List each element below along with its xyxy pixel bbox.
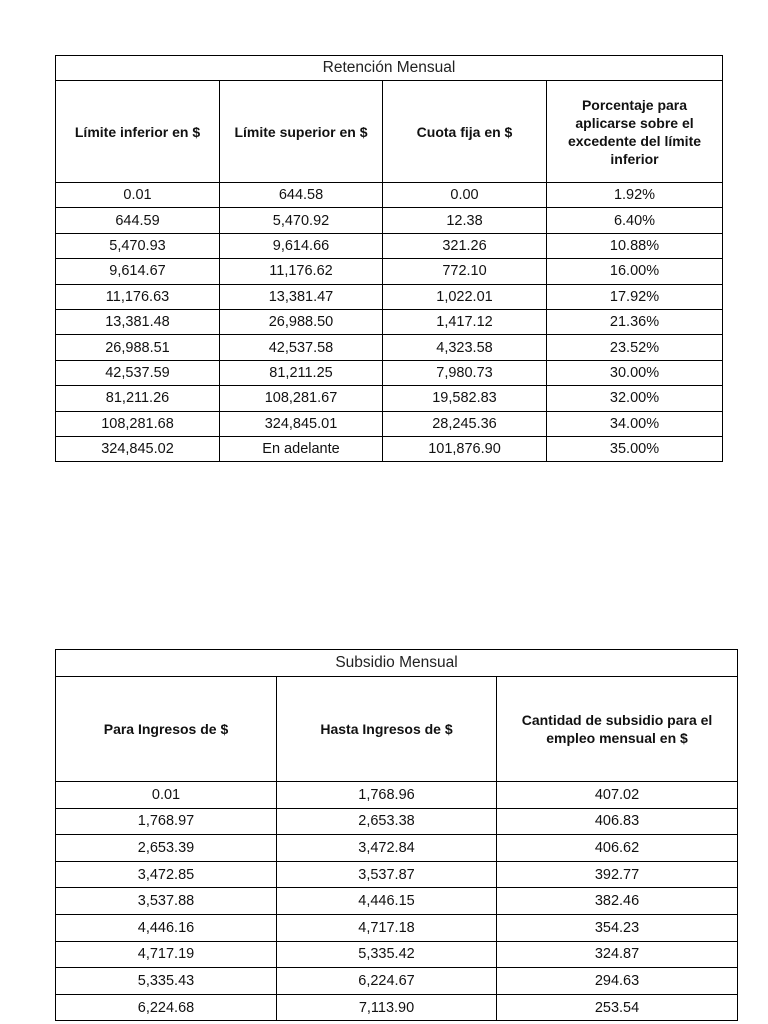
table-cell: 28,245.36 bbox=[383, 411, 547, 436]
table-cell: 42,537.58 bbox=[220, 335, 383, 360]
table-cell: 1,768.96 bbox=[277, 782, 497, 809]
table-cell: 3,472.85 bbox=[56, 861, 277, 888]
table-row bbox=[56, 335, 723, 360]
table-cell: 0.01 bbox=[56, 782, 277, 809]
table-cell: 12.38 bbox=[383, 208, 547, 233]
table-cell: 406.62 bbox=[497, 835, 738, 862]
table-cell: 772.10 bbox=[383, 259, 547, 284]
table-cell: 644.59 bbox=[56, 208, 220, 233]
table-cell: 9,614.66 bbox=[220, 233, 383, 258]
table-header-row bbox=[56, 677, 738, 782]
table-cell: 6.40% bbox=[547, 208, 723, 233]
table-cell: 11,176.63 bbox=[56, 284, 220, 309]
table-cell: 4,717.19 bbox=[56, 941, 277, 968]
table-cell: 30.00% bbox=[547, 360, 723, 385]
subsidio-table-body bbox=[56, 650, 738, 1021]
table-cell: 42,537.59 bbox=[56, 360, 220, 385]
table-cell: 26,988.50 bbox=[220, 309, 383, 334]
table-row bbox=[56, 436, 723, 461]
table-cell: 7,980.73 bbox=[383, 360, 547, 385]
table-row bbox=[56, 941, 738, 968]
table-title-row bbox=[56, 650, 738, 677]
column-header-cuota-fija: Cuota fija en $ bbox=[383, 81, 547, 183]
table-cell: 324,845.01 bbox=[220, 411, 383, 436]
table-cell: 324,845.02 bbox=[56, 436, 220, 461]
retencion-table-title: Retención Mensual bbox=[56, 56, 723, 81]
table-cell: 1,768.97 bbox=[56, 808, 277, 835]
table-row bbox=[56, 782, 738, 809]
table-cell: 253.54 bbox=[497, 994, 738, 1021]
table-cell: 10.88% bbox=[547, 233, 723, 258]
table-cell: 5,470.92 bbox=[220, 208, 383, 233]
table-row bbox=[56, 183, 723, 208]
table-row bbox=[56, 994, 738, 1021]
table-cell: 4,717.18 bbox=[277, 914, 497, 941]
table-row bbox=[56, 233, 723, 258]
table-cell: En adelante bbox=[220, 436, 383, 461]
table-cell: 32.00% bbox=[547, 386, 723, 411]
table-cell: 3,472.84 bbox=[277, 835, 497, 862]
table-cell: 4,446.16 bbox=[56, 914, 277, 941]
table-cell: 406.83 bbox=[497, 808, 738, 835]
column-header-limite-superior: Límite superior en $ bbox=[220, 81, 383, 183]
column-header-cantidad-subsidio: Cantidad de subsidio para el empleo mensual en $ bbox=[497, 677, 738, 782]
table-cell: 21.36% bbox=[547, 309, 723, 334]
table-cell: 4,323.58 bbox=[383, 335, 547, 360]
table-row bbox=[56, 411, 723, 436]
table-cell: 19,582.83 bbox=[383, 386, 547, 411]
column-header-limite-inferior: Límite inferior en $ bbox=[56, 81, 220, 183]
table-cell: 35.00% bbox=[547, 436, 723, 461]
table-row bbox=[56, 309, 723, 334]
table-cell: 6,224.67 bbox=[277, 968, 497, 995]
table-cell: 321.26 bbox=[383, 233, 547, 258]
subsidio-table-title: Subsidio Mensual bbox=[56, 650, 738, 677]
table-cell: 0.00 bbox=[383, 183, 547, 208]
table-cell: 1.92% bbox=[547, 183, 723, 208]
table-cell: 5,335.42 bbox=[277, 941, 497, 968]
table-cell: 3,537.87 bbox=[277, 861, 497, 888]
table-cell: 81,211.25 bbox=[220, 360, 383, 385]
table-cell: 354.23 bbox=[497, 914, 738, 941]
table-cell: 7,113.90 bbox=[277, 994, 497, 1021]
table-cell: 1,417.12 bbox=[383, 309, 547, 334]
retencion-table-body bbox=[56, 56, 723, 462]
table-cell: 644.58 bbox=[220, 183, 383, 208]
table-cell: 407.02 bbox=[497, 782, 738, 809]
table-cell: 26,988.51 bbox=[56, 335, 220, 360]
table-row bbox=[56, 914, 738, 941]
table-cell: 13,381.47 bbox=[220, 284, 383, 309]
column-header-porcentaje: Porcentaje para aplicarse sobre el excedente del límite inferior bbox=[547, 81, 723, 183]
table-cell: 0.01 bbox=[56, 183, 220, 208]
table-cell: 6,224.68 bbox=[56, 994, 277, 1021]
column-header-hasta-ingresos: Hasta Ingresos de $ bbox=[277, 677, 497, 782]
table-cell: 3,537.88 bbox=[56, 888, 277, 915]
retencion-mensual-table bbox=[55, 55, 723, 462]
table-row bbox=[56, 208, 723, 233]
table-row bbox=[56, 808, 738, 835]
table-cell: 4,446.15 bbox=[277, 888, 497, 915]
column-header-para-ingresos: Para Ingresos de $ bbox=[56, 677, 277, 782]
table-row bbox=[56, 968, 738, 995]
table-cell: 11,176.62 bbox=[220, 259, 383, 284]
table-cell: 2,653.39 bbox=[56, 835, 277, 862]
table-row bbox=[56, 888, 738, 915]
table-cell: 5,470.93 bbox=[56, 233, 220, 258]
table-cell: 392.77 bbox=[497, 861, 738, 888]
table-cell: 13,381.48 bbox=[56, 309, 220, 334]
table-cell: 81,211.26 bbox=[56, 386, 220, 411]
table-row bbox=[56, 861, 738, 888]
table-cell: 2,653.38 bbox=[277, 808, 497, 835]
table-cell: 294.63 bbox=[497, 968, 738, 995]
table-cell: 5,335.43 bbox=[56, 968, 277, 995]
table-title-row bbox=[56, 56, 723, 81]
table-row bbox=[56, 259, 723, 284]
table-cell: 34.00% bbox=[547, 411, 723, 436]
table-cell: 324.87 bbox=[497, 941, 738, 968]
table-cell: 108,281.68 bbox=[56, 411, 220, 436]
table-row bbox=[56, 360, 723, 385]
table-row bbox=[56, 835, 738, 862]
table-cell: 17.92% bbox=[547, 284, 723, 309]
table-cell: 101,876.90 bbox=[383, 436, 547, 461]
table-row bbox=[56, 386, 723, 411]
table-header-row bbox=[56, 81, 723, 183]
table-row bbox=[56, 284, 723, 309]
table-cell: 108,281.67 bbox=[220, 386, 383, 411]
subsidio-mensual-table bbox=[55, 649, 738, 1021]
table-cell: 9,614.67 bbox=[56, 259, 220, 284]
table-cell: 1,022.01 bbox=[383, 284, 547, 309]
table-cell: 16.00% bbox=[547, 259, 723, 284]
table-cell: 382.46 bbox=[497, 888, 738, 915]
table-cell: 23.52% bbox=[547, 335, 723, 360]
